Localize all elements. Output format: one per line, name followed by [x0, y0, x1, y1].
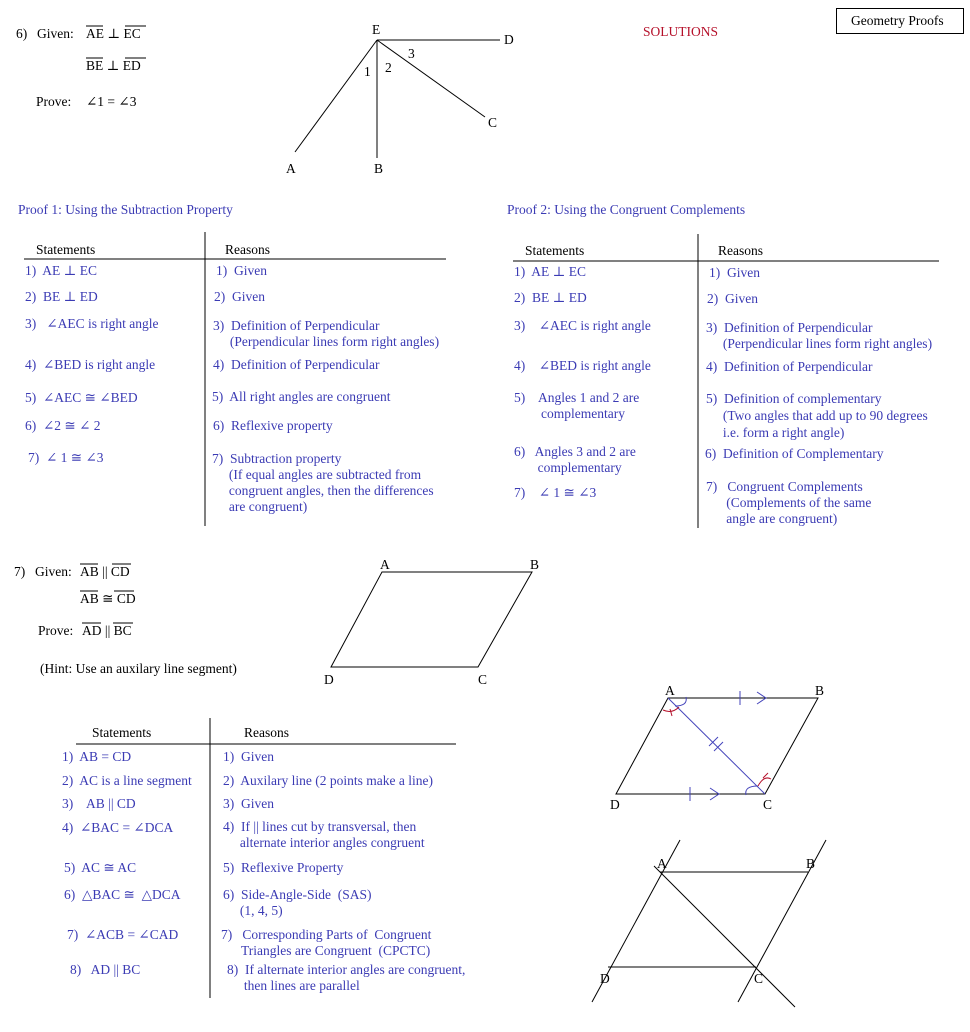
proof1-reason: 6) Reflexive property: [213, 418, 333, 433]
proof2-statement: 7) ∠ 1 ≅ ∠3: [514, 485, 597, 500]
proof1-col-reasons: Reasons: [225, 242, 270, 257]
proof2-reason: 4) Definition of Perpendicular: [706, 359, 873, 374]
proof2-col-reasons: Reasons: [718, 243, 763, 258]
proof3-statement: 4) ∠BAC = ∠DCA: [62, 820, 174, 835]
proof2-statement: 4) ∠BED is right angle: [514, 358, 651, 373]
p6-given-label: Given:: [37, 26, 74, 41]
proof3-statement: 5) AC ≅ AC: [64, 860, 137, 875]
fig1-label-D: D: [610, 797, 620, 812]
p6-number: 6): [16, 26, 28, 41]
proof2-reason: 5) Definition of complementary (Two angles that add up to 90 degrees i.e. form a right angle): [706, 391, 928, 440]
p7-hint: (Hint: Use an auxilary line segment): [40, 661, 237, 676]
right-figure-1: [616, 691, 818, 801]
proof3-col-reasons: Reasons: [244, 725, 289, 740]
proof3-reason: 1) Given: [223, 749, 274, 764]
proof3-col-statements: Statements: [92, 725, 152, 740]
proof3-statement: 8) AD || BC: [70, 962, 141, 977]
proof1-statement: 2) BE ⊥ ED: [25, 289, 98, 304]
fig2-label-D: D: [600, 971, 610, 986]
proof2-statement: 1) AE ⊥ EC: [514, 264, 586, 279]
proof2-col-statements: Statements: [525, 243, 585, 258]
p6-label-B: B: [374, 161, 384, 176]
p7-given-label: Given:: [35, 564, 72, 579]
right-figure-2: [592, 840, 826, 1007]
p7-prove-statement: AD || BC: [82, 623, 132, 638]
proof2-statement: 2) BE ⊥ ED: [514, 290, 587, 305]
proof1-statement: 6) ∠2 ≅ ∠ 2: [25, 418, 101, 433]
proof1-statement: 4) ∠BED is right angle: [25, 357, 156, 372]
proof3-reason: 3) Given: [223, 796, 274, 811]
fig2-label-A: A: [657, 856, 667, 871]
fig1-label-A: A: [665, 683, 675, 698]
p7-parallelogram: [331, 572, 532, 667]
proof1-statement: 7) ∠ 1 ≅ ∠3: [28, 450, 104, 465]
p6-label-E: E: [372, 22, 381, 37]
parallel-tick-marks: [675, 691, 766, 801]
p6-figure: [295, 40, 500, 158]
p6-overlines: [80, 26, 146, 623]
proof3-statement: 7) ∠ACB = ∠CAD: [67, 927, 179, 942]
p7-label-C: C: [478, 672, 488, 687]
p7-prove-label: Prove:: [38, 623, 74, 638]
proof1-reason: 7) Subtraction property (If equal angles are subtracted from congruent angles, then the differences are congruent): [212, 451, 434, 514]
p7-label-D: D: [324, 672, 334, 687]
proof3-reason: 7) Corresponding Parts of Congruent Triangles are Congruent (CPCTC): [221, 927, 432, 958]
proof3-reason: 2) Auxilary line (2 points make a line): [223, 773, 433, 788]
p6-label-D: D: [504, 32, 514, 47]
proof2-reason: 6) Definition of Complementary: [705, 446, 884, 461]
proof2-statement: 5) Angles 1 and 2 are complementary: [514, 390, 640, 421]
p7-given-1: AB || CD: [80, 564, 130, 579]
proof2-statement: 6) Angles 3 and 2 are complementary: [514, 444, 636, 475]
p7-label-B: B: [530, 557, 540, 572]
proof3-reason: 4) If || lines cut by transversal, then alternate interior angles congruent: [223, 819, 425, 850]
proof2-reason: 2) Given: [707, 291, 758, 306]
p6-prove-label: Prove:: [36, 94, 72, 109]
table-rules: [24, 232, 939, 998]
solutions-label: SOLUTIONS: [643, 24, 719, 39]
proof3-statement: 1) AB = CD: [62, 749, 132, 764]
page-title: Geometry Proofs: [851, 13, 944, 28]
fig2-label-B: B: [806, 856, 816, 871]
proof2-title: Proof 2: Using the Congruent Complements: [507, 202, 746, 217]
proof2-reason: 1) Given: [709, 265, 760, 280]
proof2-reason: 3) Definition of Perpendicular (Perpendicular lines form right angles): [706, 320, 933, 351]
p6-given-1-text: AE ⊥ EC: [86, 26, 141, 41]
proof1-statement: 3) ∠AEC is right angle: [25, 316, 159, 331]
p6-angle-1: 1: [364, 64, 371, 79]
proof2-reason: 7) Congruent Complements (Complements of the same angle are congruent): [706, 479, 872, 526]
p6-given-2-text: BE ⊥ ED: [86, 58, 141, 73]
p7-given-2: AB ≅ CD: [80, 591, 136, 606]
proof1-col-statements: Statements: [36, 242, 96, 257]
p6-label-C: C: [488, 115, 498, 130]
proof1-statement: 1) AE ⊥ EC: [25, 263, 97, 278]
p6-label-A: A: [286, 161, 296, 176]
proof3-statement: 3) AB || CD: [62, 796, 136, 811]
proof3-statement: 2) AC is a line segment: [62, 773, 192, 788]
proof1-reason: 5) All right angles are congruent: [212, 389, 391, 404]
proof3-reason: 6) Side-Angle-Side (SAS) (1, 4, 5): [223, 887, 372, 918]
p7-label-A: A: [380, 557, 390, 572]
proof3-reason: 8) If alternate interior angles are congruent, then lines are parallel: [227, 962, 466, 993]
fig1-label-B: B: [815, 683, 825, 698]
p6-prove-statement: ∠1 = ∠3: [86, 94, 137, 109]
p7-number: 7): [14, 564, 26, 579]
p6-angle-3: 3: [408, 46, 415, 61]
proof1-reason: 3) Definition of Perpendicular (Perpendicular lines form right angles): [213, 318, 440, 349]
proof1-reason: 2) Given: [214, 289, 265, 304]
proof3-statement: 6) △BAC ≅ △DCA: [64, 887, 181, 902]
proof2-statement: 3) ∠AEC is right angle: [514, 318, 651, 333]
proof3-reason: 5) Reflexive Property: [223, 860, 344, 875]
fig2-label-C: C: [754, 971, 764, 986]
proof1-reason: 1) Given: [216, 263, 267, 278]
p6-angle-2: 2: [385, 60, 392, 75]
fig1-label-C: C: [763, 797, 773, 812]
proof1-title: Proof 1: Using the Subtraction Property: [18, 202, 233, 217]
proof1-reason: 4) Definition of Perpendicular: [213, 357, 380, 372]
proof1-statement: 5) ∠AEC ≅ ∠BED: [25, 390, 138, 405]
